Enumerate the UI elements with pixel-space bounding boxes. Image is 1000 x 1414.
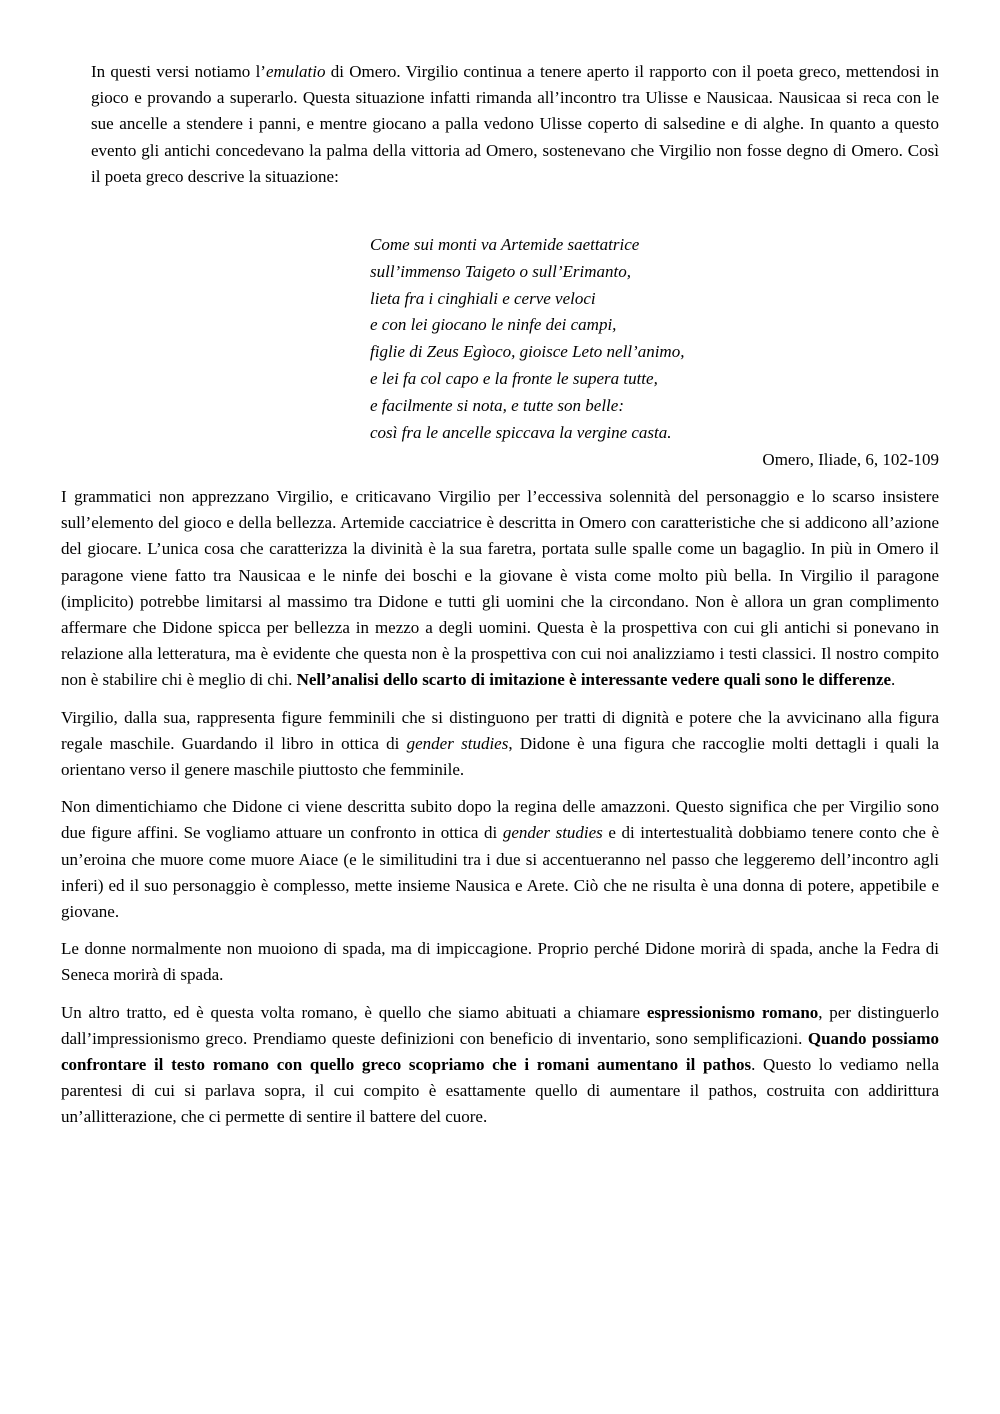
paragraph-text: , Didone è una figura che raccoglie molti dettagli i quali la orientano verso il genere maschile piuttosto che femminile. (61, 733, 939, 780)
emulatio-term: emulatio (265, 62, 326, 81)
homer-verse-quote (370, 232, 939, 446)
verse-line: sull’immenso Taigeto o sull’Erimanto, (370, 261, 631, 281)
verse-line: Come sui monti va Artemide saettatrice (370, 235, 640, 254)
paragraph-text: Virgilio, dalla sua, rappresenta figure femminili che si distinguono per tratti di dignità e potere che la avvicinano alla figura regale maschile. Guardando il libro in ottica di (61, 707, 939, 753)
verse-line: e lei fa col capo e la fronte le supera tutte, (370, 368, 658, 388)
intro-paragraph (91, 59, 939, 190)
paragraph-text: I grammatici non apprezzano Virgilio, e criticavano Virgilio per l’eccessiva solennità del personaggio e lo scarso insistere sull’elemento del gioco e della bellezza. Artemide cacciatrice è descritta in Omero con caratteristiche che si addicono all’azione del giocare. L’unica cosa che caratterizza la divinità è la sua faretra, portata sulle spalle come un bagaglio. In più in Omero il paragone viene fatto tra Nausicaa e le ninfe dei boschi e la giovane è vista come molto più bella. In Virgilio il paragone (implicito) potrebbe limitarsi al massimo tra Didone e tutti gli uomini che la circondano. Non è allora un gran complimento affermare che Didone spicca per bellezza in mezzo a degli uomini. Questa è la prospettiva con cui gli antichi si ponevano in relazione alla letteratura, ma è evidente che questa non è la prospettiva con cui noi analizziamo i testi classici. Il nostro compito non è stabilire chi è meglio di chi. (61, 487, 939, 690)
italic-term: gender studies (502, 823, 603, 843)
paragraph-text: , per distinguerlo dall’impressionismo greco. Prendiamo queste definizioni con beneficio di inventario, sono semplificazioni. (61, 1002, 939, 1048)
intro-text-end: di Omero. Virgilio continua a tenere aperto il rapporto con il poeta greco, mettendosi in gioco e provando a superarlo. Questa situazione infatti rimanda all’incontro tra Ulisse e Nausicaa. Nausicaa si reca con le sue ancelle a stendere i panni, e mentre giocano a palla vedono Ulisse coperto di salsedine e di alghe. In quanto a questo evento gli antichi concedevano la palma della vittoria ad Omero, sostenevano che Virgilio non fosse degno di Omero. Così il poeta greco descrive la situazione: (91, 62, 939, 186)
paragraph-text: . (891, 670, 896, 690)
paragraph-figure-femminili (61, 705, 939, 784)
intro-text-start: In questi versi notiamo l’ (91, 62, 266, 81)
body-text (61, 484, 939, 1142)
verse-line: lieta fra i cinghiali e cerve veloci (370, 288, 596, 308)
bold-emphasis: Nell’analisi dello scarto di imitazione è interessante vedere quali sono le differenze (296, 670, 892, 690)
paragraph-grammatici (61, 484, 939, 694)
bold-emphasis: espressionismo romano (646, 1002, 819, 1022)
verse-line: e facilmente si nota, e tutte son belle: (370, 395, 624, 415)
verse-citation: Omero, Iliade, 6, 102-109 (762, 450, 939, 469)
verse-line: e con lei giocano le ninfe dei campi, (370, 315, 617, 335)
bold-emphasis: Quando possiamo confrontare il testo romano con quello greco scopriamo che i romani aumentano il pathos (61, 1028, 939, 1075)
paragraph-spada (61, 936, 939, 988)
paragraph-text: e di intertestualità dobbiamo tenere conto che è un’eroina che muore come muore Aiace (e le similitudini tra i due si accentueranno nel passo che leggeremo dell’incontro agli inferi) ed il suo personaggio è complesso, mette insieme Nausica e Arete. Ciò che ne risulta è una donna di potere, appetibile e giovane. (61, 823, 939, 922)
paragraph-text: Un altro tratto, ed è questa volta romano, è quello che siamo abituati a chiamare (61, 1002, 647, 1022)
paragraph-espressionismo (61, 1000, 939, 1131)
verse-line: così fra le ancelle spiccava la vergine casta. (370, 422, 672, 442)
paragraph-text: Non dimentichiamo che Didone ci viene descritta subito dopo la regina delle amazzoni. Questo significa che per Virgilio sono due figure affini. Se vogliamo attuare un confronto in ottica di (61, 797, 939, 843)
italic-term: gender studies (406, 733, 509, 753)
paragraph-text: Le donne normalmente non muoiono di spada, ma di impiccagione. Proprio perché Didone morirà di spada, anche la Fedra di Seneca morirà di spada. (61, 939, 939, 985)
paragraph-text: . Questo lo vediamo nella parentesi di cui si parlava sopra, il cui compito è esattamente quello di aumentare il pathos, costruita con addirittura un’allitterazione, che ci permette di sentire il battere del cuore. (61, 1055, 939, 1127)
verse-line: figlie di Zeus Egìoco, gioisce Leto nell’animo, (370, 342, 685, 362)
paragraph-amazzoni (61, 794, 939, 925)
